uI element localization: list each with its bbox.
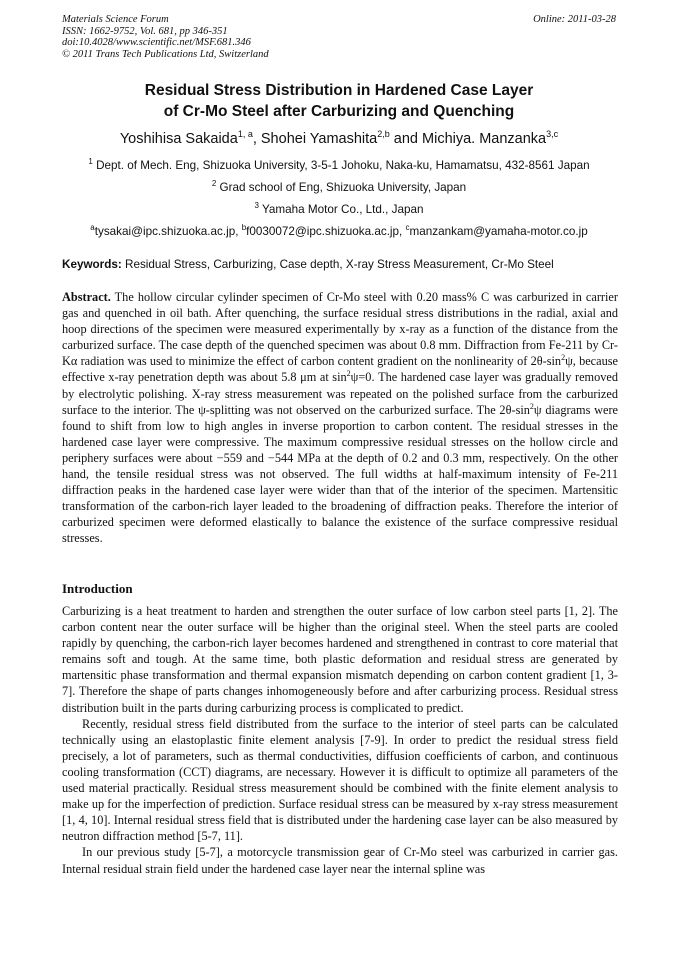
affiliation-sup: 2: [211, 179, 217, 188]
email-address: manzankam@yamaha-motor.co.jp: [409, 224, 588, 238]
author-name: Shohei Yamashita: [260, 130, 378, 147]
paragraph: Carburizing is a heat treatment to harden and strengthen the outer surface of low carbon steel parts [1, 2]. The carbon content near the outer surface will be higher than the original steel. When the steel parts are cooled rapidly by quenching, the carbon-rich layer becomes hardened and strengthened in contrast to core material that remains soft and tough. At the same time, both plastic deformation and residual stress are generated by martensitic phase transformation and thermal expansion mismatch depending on carbon content gradient [1, 3-7]. Therefore the shape of parts changes inhomogeneously before and after carburizing process. Residual stress distribution built in the parts during carburizing process is complicated to predict.: [62, 604, 618, 715]
author-name: Michiya. Manzanka: [422, 130, 547, 147]
email-line: [0, 223, 678, 238]
section-heading: Introduction: [62, 581, 133, 596]
abstract-label: Abstract.: [62, 290, 111, 304]
keywords: [62, 258, 616, 271]
affiliation-sup: 3: [254, 201, 259, 210]
abstract-text: ψ=0. The hardened case layer was gradually removed by electrolytic polishing. X-ray stress measurement was repeated on the polished surface from the carburized surface to the interior. The ψ-splitting was not observed on the carburized surface. The 2θ-sin: [62, 370, 618, 417]
superscript: 2: [346, 369, 351, 379]
keywords-label: Keywords:: [62, 258, 122, 271]
author-list: [0, 129, 678, 147]
author-sep: and: [389, 130, 423, 147]
abstract-text: The hollow circular cylinder specimen of Cr-Mo steel with 0.20 mass% C was carburized in carrier gas and quenched in oil bath. After quenching, the surface residual stress distributions in the radial, axial and hoop directions of the specimen were measured experimentally by x-ray as a function of the distance from the carburized surface. The case depth of the quenched specimen was about 0.8 mm. Diffraction from Fe-211 by Cr-Kα radiation was used to minimize the effect of carbon content gradient on the nonlinearity of 2θ-sin: [62, 290, 618, 369]
abstract-paragraph: [62, 289, 618, 547]
superscript: 2: [561, 353, 566, 363]
superscript: 2: [529, 401, 534, 411]
affiliation-text: Grad school of Eng, Shizuoka University, Japan: [219, 180, 467, 194]
title-line-2: of Cr-Mo Steel after Carburizing and Quenching: [163, 103, 515, 120]
affiliation-text: Yamaha Motor Co., Ltd., Japan: [261, 202, 424, 216]
paper-title: [0, 80, 678, 122]
email-sup: a: [90, 223, 95, 232]
author-sup: 2,b: [377, 129, 390, 139]
abstract: [62, 289, 618, 547]
author-sup: 1, a: [237, 129, 253, 139]
affiliation-3: [0, 201, 678, 216]
copyright-line: © 2011 Trans Tech Publications Ltd, Switzerland: [62, 48, 269, 60]
email-address: tysakai@ipc.shizuoka.ac.jp,: [94, 224, 242, 238]
abstract-text: ψ diagrams were found to shift from low to high angles in inverse proportion to carbon content. The residual stresses in the hardened case layer were compressive. The maximum compressive residual stresses on the hollow circle and periphery surfaces were about −559 and −544 MPa at the depth of 0.2 and 0.3 mm, respectively. On the other hand, the tensile residual stress was not observed. The full widths at half-maximum intensity of Fe-211 diffraction peaks in the hardened case layer were wider than that of the interior of the specimen. Martensitic transformation of the carbon-rich layer leaded to the broadening of diffraction peaks. Therefore the interior of carburized specimen were deformed elastically to balance the existence of the surface compressive residual stresses.: [62, 402, 618, 546]
author-sep: ,: [252, 130, 261, 147]
paragraph: In our previous study [5-7], a motorcycle transmission gear of Cr-Mo steel was carburized in carrier gas. Internal residual strain field under the hardened case layer near the internal spline was: [62, 845, 618, 876]
affiliation-text: Dept. of Mech. Eng, Shizuoka University, 3-5-1 Johoku, Naka-ku, Hamamatsu, 432-8561 Japan: [96, 158, 590, 172]
introduction-body: [62, 603, 618, 877]
author-name: Yoshihisa Sakaida: [119, 130, 238, 147]
affiliation-1: [0, 157, 678, 172]
doi-line: doi:10.4028/www.scientific.net/MSF.681.346: [62, 37, 251, 48]
title-line-1: Residual Stress Distribution in Hardened Case Layer: [144, 82, 534, 99]
issn-line: ISSN: 1662-9752, Vol. 681, pp 346-351: [62, 25, 228, 37]
author-sup: 3,c: [546, 129, 559, 139]
abstract-text: ψ, because effective x-ray penetration depth was about 5.8 μm at sin: [62, 354, 618, 385]
journal-header: [62, 14, 616, 60]
journal-name: Materials Science Forum: [62, 14, 169, 25]
affiliation-2: [0, 179, 678, 194]
email-address: f0030072@ipc.shizuoka.ac.jp,: [246, 224, 406, 238]
keywords-text: Residual Stress, Carburizing, Case depth, X-ray Stress Measurement, Cr-Mo Steel: [125, 258, 554, 271]
online-date: Online: 2011-03-28: [533, 14, 616, 25]
affiliation-sup: 1: [88, 157, 93, 166]
paragraph: Recently, residual stress field distributed from the surface to the interior of steel parts can be calculated technically using an elastoplastic finite element analysis [7-9]. In order to predict the residual stress field precisely, a lot of parameters, such as thermal conductivities, diffusion coefficients of carbon, and continuous cooling transformation (CCT) diagrams, are necessary. However it is difficult to optimize all parameters of the used material practically. Residual stress measurement should be combined with the finite element analysis to make up for the imperfection of prediction. Surface residual stress can be measured by x-ray stress measurement [1, 4, 10]. Internal residual stress field that is distributed under the hardening case layer can be also measured by neutron diffraction method [5-7, 11].: [62, 716, 618, 844]
email-sup: b: [241, 223, 247, 232]
email-sup: c: [405, 223, 410, 232]
